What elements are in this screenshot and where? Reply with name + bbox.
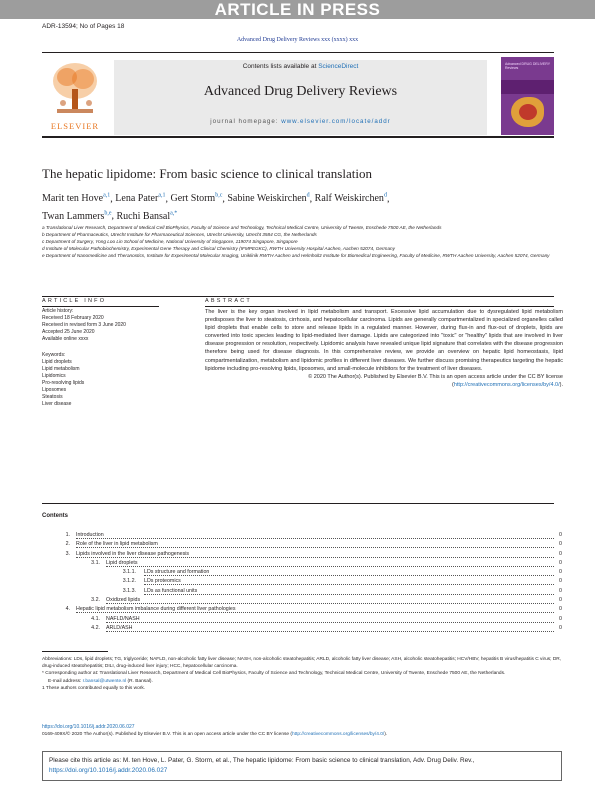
- contents-heading: Contents: [42, 513, 68, 519]
- homepage-prefix: journal homepage:: [210, 118, 282, 125]
- citation-text: Please cite this article as: M. ten Hove, L. Pater, G. Storm, et al., The hepatic lipidome: From basic science to clinical translation, Adv. Drug Deliv. Rev.,: [49, 757, 475, 764]
- copyright-end: ).: [559, 381, 563, 388]
- toc-row[interactable]: [42, 616, 562, 625]
- keyword-list: [42, 359, 159, 408]
- issn-end: ).: [384, 732, 388, 737]
- email-suffix: (R. Bansal).: [126, 678, 153, 684]
- toc-leader-dots: [106, 597, 554, 604]
- keywords-heading: Keywords:: [42, 352, 66, 358]
- received-date: Received 18 February 2020: [42, 315, 104, 321]
- toc-page-number: 0: [559, 550, 562, 557]
- toc-row[interactable]: [42, 532, 562, 541]
- toc-number: 1.: [65, 532, 70, 538]
- toc-entry-title[interactable]: NAFLD/NASH: [106, 615, 140, 622]
- abstract-heading: ABSTRACT: [205, 298, 252, 304]
- author[interactable]: [115, 193, 165, 204]
- toc-number: 2.: [65, 541, 70, 548]
- toc-entry-title[interactable]: Introduction: [76, 532, 104, 538]
- toc-row[interactable]: [42, 560, 562, 569]
- toc-row[interactable]: [42, 541, 562, 550]
- article-info-rule: [42, 306, 159, 307]
- author-name: Sabine Weiskirchen: [227, 193, 307, 205]
- toc-page-number: 0: [559, 541, 562, 548]
- journal-homepage: [114, 118, 487, 125]
- author-name: Ralf Weiskirchen: [314, 193, 384, 205]
- cover-title: Advanced DRUG DELIVERY Reviews: [505, 62, 551, 70]
- contents-prefix: Contents lists available at: [242, 63, 319, 70]
- citation-box: [42, 751, 562, 781]
- toc-leader-dots: [106, 625, 554, 632]
- equal-contribution-note: 1 These authors contributed equally to this work.: [42, 685, 146, 691]
- homepage-link[interactable]: www.elsevier.com/locate/addr: [281, 118, 391, 125]
- toc-entry-title[interactable]: Lipid droplets: [106, 559, 138, 566]
- affiliation-item: c Department of Surgery, Yong Loo Lin School of Medicine, National University of Singapore, 119074 Singapore, Singapore: [42, 239, 298, 245]
- toc-number: 3.: [65, 550, 70, 557]
- license-link[interactable]: http://creativecommons.org/licenses/by/4.0/: [453, 381, 560, 388]
- article-info-column: [42, 308, 159, 408]
- running-head[interactable]: Advanced Drug Delivery Reviews xxx (xxxx) xxx: [236, 37, 359, 43]
- author-name: Lena Pater: [115, 193, 159, 205]
- toc-leader-dots: [144, 578, 554, 585]
- author[interactable]: [315, 193, 387, 204]
- toc-number: 3.1.: [91, 559, 100, 566]
- toc-page-number: 0: [559, 569, 562, 576]
- cover-illustration-accent: [519, 104, 537, 120]
- toc-entry-title[interactable]: LDs as functional units: [144, 587, 198, 594]
- email-link[interactable]: r.bansal@utwente.nl: [82, 678, 127, 684]
- toc-entry-title[interactable]: LDs proteomics: [144, 578, 181, 585]
- toc-number: 3.1.2.: [122, 578, 136, 585]
- toc-page-number: 0: [559, 532, 562, 538]
- affiliation-item: e Department of Nanomedicine and Theranostics, Institute for Experimental Molecular Imaging, Uniklinik RWTH Aachen and Helmholtz Institute for Biomedical Engineering, Faculty of Medicine, RWTH Aachen University, Aachen 52074, Germany: [42, 253, 550, 259]
- abbreviations-note: Abbreviations: LDs, lipid droplets; TG, triglyceride; NAFLD, non-alcoholic fatty liver disease; NASH, non-alcoholic steatohepatitis; ARLD, alcoholic fatty liver disease; ASH, alcoholic steatohepatitis; HCV/HBV, hepatitis B virus/hepatitis C virus; DR, drug-induced steatohepatitis; DILI, drug-induced liver injury; HCC, hepatocellular carcinoma.: [42, 657, 562, 670]
- article-in-press-banner: ARTICLE IN PRESS: [0, 0, 595, 19]
- author-name: Ruchi Bansal: [116, 210, 171, 222]
- document-id: ADR-13594; No of Pages 18: [42, 23, 125, 30]
- toc-leader-dots: [144, 588, 554, 595]
- email-note: [42, 678, 562, 685]
- keyword-item: Pro-resolving lipids: [42, 380, 85, 386]
- sciencedirect-link[interactable]: ScienceDirect: [318, 63, 359, 70]
- toc-leader-dots: [106, 616, 554, 623]
- keyword-item: Lipid droplets: [42, 359, 72, 365]
- affiliation-item: b Department of Pharmaceutics, Utrecht Institute for Pharmaceutical Sciences, Utrecht University, Utrecht 3584 CG, the Netherlands: [42, 232, 317, 238]
- author-affiliation-marker[interactable]: d: [383, 193, 387, 199]
- toc-number: 3.2.: [91, 597, 100, 604]
- keyword-item: Lipid metabolism: [42, 366, 80, 372]
- abstract-text: The liver is the key organ involved in lipid metabolism and transport. Excessive lipid accumulation due to dysregulated lipid metabolism predisposes the liver to steatosis, cirrhosis, and hepatocellular carcinoma. Lipids are generally compartmentalized in specialized organelles called lipid droplets that enable cells to store and release lipids in a regulated manner. However, during flux-in and flux-out of droplets, lipids are converted into toxic species leading to lipid-mediated liver damage. Lipids are categorized into "toxic" or "healthy" lipids that are involved in liver disease progression or resolution, respectively. Lipidomic analysis have revealed unique lipid signature that correlates with the disease progression therefore being used for disease diagnosis. In this comprehensive review, we provide an overview on hepatic lipid homeostasis, lipid compartmentalization, metabolism and lipidomic profiles in different liver diseases. We further discuss promising therapeutics targeting the hepatic lipidome including pro-resolving lipids, liposomes, and small-molecule inhibitors for the treatment of liver diseases.: [205, 309, 563, 372]
- abstract-rule: [205, 306, 554, 307]
- author-affiliation-marker[interactable]: b,c: [215, 193, 223, 199]
- toc-row[interactable]: [42, 578, 562, 587]
- toc-page-number: 0: [559, 624, 562, 631]
- author-name: Twan Lammers: [42, 210, 105, 222]
- history-heading: Article history:: [42, 308, 74, 314]
- keyword-item: Lipidomics: [42, 373, 66, 379]
- abstract-body: [205, 308, 563, 389]
- keyword-item: Liver disease: [42, 401, 72, 407]
- journal-title: Advanced Drug Delivery Reviews: [203, 84, 398, 99]
- issn-line: [42, 732, 562, 737]
- toc-number: 3.1.1.: [122, 569, 136, 576]
- publisher-name: ELSEVIER: [50, 121, 100, 131]
- toc-entry-title[interactable]: Hepatic lipid metabolism imbalance during different liver pathologies: [76, 606, 236, 613]
- author-affiliation-marker[interactable]: d: [306, 193, 310, 199]
- toc-leader-dots: [76, 532, 554, 539]
- toc-entry-title[interactable]: Role of the liver in lipid metabolism: [76, 541, 158, 548]
- toc-number: 3.1.3.: [122, 587, 136, 594]
- author-affiliation-marker[interactable]: b,e: [104, 210, 112, 217]
- issn-license-link[interactable]: http://creativecommons.org/licenses/by/4.0/: [292, 732, 385, 737]
- toc-row[interactable]: [42, 597, 562, 606]
- journal-cover-image[interactable]: [501, 57, 554, 135]
- toc-row[interactable]: [42, 625, 562, 634]
- online-date: Available online xxxx: [42, 336, 89, 342]
- toc-number: 4.: [65, 606, 70, 613]
- toc-page-number: 0: [559, 559, 562, 566]
- toc-row[interactable]: [42, 588, 562, 597]
- footnotes: [42, 656, 562, 692]
- cover-band: [501, 80, 554, 94]
- author-line-1: Marit ten Hove$^{a,1}$, Lena Pater$^{a,1}$, Gert Storm$^{b,c}$, Sabine Weiskirchen$^d$, Ralf Weiskirchen$^d$,: [42, 193, 390, 205]
- doi-link[interactable]: https://doi.org/10.1016/j.addr.2020.06.027: [42, 724, 135, 730]
- elsevier-tree-icon: [47, 59, 103, 117]
- author-line-2: Twan Lammers$^{b,e}$, Ruchi Bansal$^{a,*}$: [42, 210, 178, 222]
- keyword-item: Liposomes: [42, 387, 67, 393]
- copyright-text: © 2020 The Author(s). Published by Elsevier B.V. This is an open access article under the CC BY license (: [308, 373, 563, 388]
- toc-page-number: 0: [559, 587, 562, 594]
- toc-page-number: 0: [559, 578, 562, 585]
- toc-entry-title[interactable]: LDs structure and formation: [144, 569, 210, 576]
- toc-page-number: 0: [559, 597, 562, 604]
- article-info-heading: ARTICLE INFO: [42, 298, 107, 304]
- issn-text: 0169-409X/© 2020 The Author(s). Published by Elsevier B.V. This is an open access article under the CC BY license (: [42, 732, 293, 737]
- toc-row[interactable]: [42, 569, 562, 578]
- author-name: Gert Storm: [170, 193, 216, 205]
- affiliation-item: a Translational Liver Research, Department of Medical Cell BioPhysics, Faculty of Science and Technology, Technical Medical Centre, University of Twente, Enschede 7500 AE, the Netherlands: [42, 225, 442, 230]
- author[interactable]: [42, 193, 110, 204]
- toc-leader-dots: [106, 560, 554, 567]
- author-affiliation-marker[interactable]: a,1: [103, 193, 111, 199]
- toc-entry-title[interactable]: ARLD/ASH: [106, 624, 133, 631]
- contents-available-line: [114, 63, 487, 70]
- keyword-item: Steatosis: [42, 394, 63, 400]
- toc-entry-title[interactable]: Lipids involved in the liver disease pathogenesis: [76, 550, 190, 557]
- journal-masthead: [42, 52, 554, 138]
- toc-row[interactable]: [42, 551, 562, 560]
- copyright-line: [205, 373, 563, 389]
- author-list: [42, 189, 554, 224]
- elsevier-logo[interactable]: [42, 59, 108, 135]
- author[interactable]: [170, 193, 222, 204]
- email-prefix: E-mail address:: [48, 678, 83, 684]
- toc-entry-title[interactable]: Oxidized lipids: [106, 597, 141, 604]
- author[interactable]: [42, 211, 112, 222]
- affiliations: [42, 224, 554, 259]
- author-name: Marit ten Hove: [42, 193, 104, 205]
- toc-number: 4.2.: [91, 624, 100, 631]
- toc-page-number: 0: [559, 606, 562, 613]
- revised-date: Received in revised form 3 June 2020: [42, 322, 126, 328]
- accepted-date: Accepted 25 June 2020: [42, 329, 95, 335]
- toc-page-number: 0: [559, 615, 562, 622]
- corresponding-author-note: * Corresponding author at: Translational Liver Research, Department of Medical Cell BioPhysics, Faculty of Science and Technology, Technical Medical Centre, University of Twente, Enschede 7500 AE, the Netherlands.: [42, 671, 506, 677]
- affiliation-item: d Institute of Molecular Pathobiochemistry, Experimental Gene Therapy and Clinical Chemistry (IFMPEGKC), RWTH University Hospital Aachen, Aachen 52074, Germany: [42, 246, 396, 252]
- article-title: The hepatic lipidome: From basic science to clinical translation: [42, 166, 372, 181]
- divider-line: [42, 296, 554, 297]
- footnote-rule: [42, 651, 108, 652]
- citation-doi-link[interactable]: https://doi.org/10.1016/j.addr.2020.06.027: [49, 767, 168, 774]
- author[interactable]: [227, 193, 309, 204]
- author-affiliation-marker[interactable]: a,1: [158, 193, 166, 199]
- table-of-contents: [42, 532, 562, 634]
- author[interactable]: [117, 211, 178, 222]
- toc-number: 4.1.: [91, 615, 100, 622]
- contents-divider: [42, 503, 554, 504]
- author-affiliation-marker[interactable]: a,*: [170, 210, 178, 217]
- journal-info-box: [114, 60, 487, 135]
- toc-row[interactable]: [42, 606, 562, 615]
